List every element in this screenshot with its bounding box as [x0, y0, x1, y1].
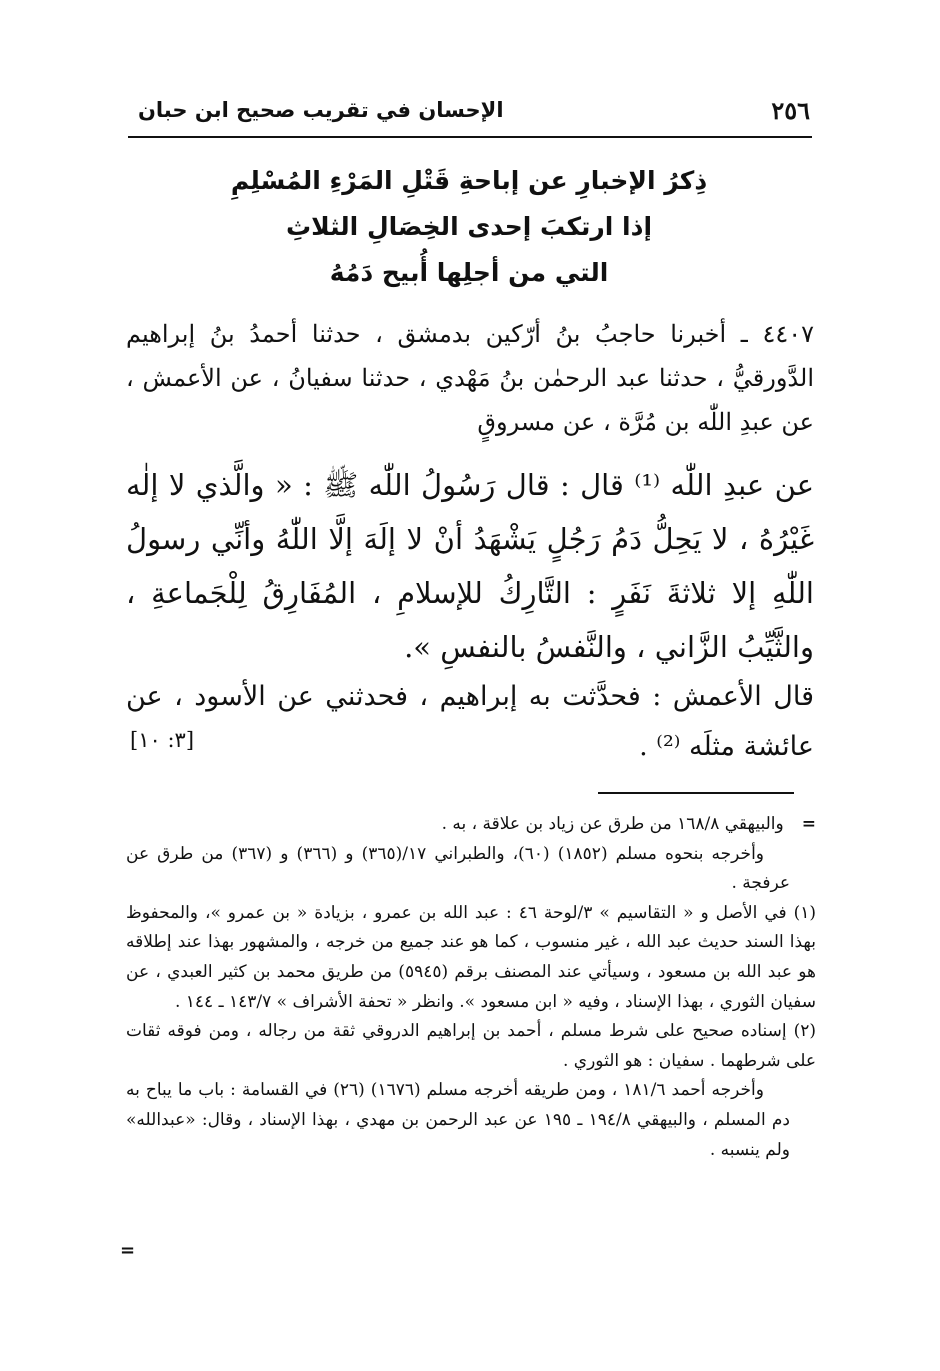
- footnote-text: والبيهقي ١٦٨/٨ من طرق عن زياد بن علاقة ، به .: [441, 814, 784, 834]
- chapter-title-line: إذا ارتكبَ إحدى الخِصَالِ الثلاثِ: [285, 212, 653, 241]
- hadith-athar: قال الأعمش : فحدَّثت به إبراهيم ، فحدثني عن الأسود ، عن عائشة مثلَه ⁽²⁾ .: [126, 681, 814, 762]
- footnote-1: (١) في الأصل و « التقاسيم » ٣/لوحة ٤٦ : عبد الله بن عمرو ، بزيادة « بن عمرو »، والمحفوظ بهذا السند حديث عبد الله ، غير منسوب ، كما هو عند جميع من خرجه ، والمشهور بهذا عند إطلاقه هو عبد الله بن مسعود ، وسيأتي عند المصنف برقم (٥٩٤٥) من طريق محمد بن كثير العبدي ، عن سفيان الثوري ، بهذا الإسناد ، وفيه « ابن مسعود ». وانظر « تحفة الأشراف » ١٤٣/٧ ـ ١٤٤ .: [126, 902, 816, 1012]
- continuation-mark: =: [120, 1240, 136, 1261]
- header-rule: [128, 136, 812, 138]
- footnote-2-continued: وأخرجه أحمد ١٨١/٦ ، ومن طريقه أخرجه مسلم (١٦٧٦) (٢٦) في القسامة : باب ما يباح به دم المسلم ، والبيهقي ١٩٤/٨ ـ ١٩٥ عن عبد الرحمن بن مهدي ، بهذا الإسناد ، وقال: «عبدالله» ولم ينسبه .: [126, 1080, 790, 1160]
- hadith-reference: [٣: ١٠]: [130, 728, 195, 752]
- hadith-isnad: ٤٤٠٧ ـ أخبرنا حاجبُ بنُ أرّكين بدمشق ، حدثنا أحمدُ بنُ إبراهيم الدَّورقيُّ ، حدثنا عبد الرحمٰن بنُ مَهْدي ، حدثنا سفيانُ ، عن الأعمش ، عن عبدِ اللّٰه بن مُرَّة ، عن مسروقٍ: [126, 320, 814, 436]
- chapter-title-line: ذِكرُ الإخبارِ عن إباحةِ قَتْلِ المَرْءِ المُسْلِمِ: [230, 166, 708, 195]
- chapter-title: [128, 158, 810, 296]
- page-number: ٢٥٦: [771, 96, 810, 125]
- footnotes: [126, 810, 816, 1165]
- footnote-carryover: [126, 810, 816, 840]
- footnote-rule: [598, 792, 794, 794]
- running-title: الإحسان في تقريب صحيح ابن حبان: [138, 98, 504, 122]
- carryover-mark: =: [801, 814, 816, 834]
- chapter-title-line: التي من أجلِها أُبيح دَمُهُ: [329, 258, 609, 287]
- footnote-carryover-2: وأخرجه بنحوه مسلم (١٨٥٢) (٦٠)، والطبراني ١٧/(٣٦٥) و (٣٦٦) و (٣٦٧) من طرق عن عرفجة .: [126, 843, 790, 894]
- page-header: [128, 96, 810, 136]
- hadith-matn: عن عبدِ اللّٰه ⁽¹⁾ قال : قال رَسُولُ اللّٰه ﷺ : « والَّذي لا إلٰه غَيْرُهُ ، لا يَحِلُّ دَمُ رَجُلٍ يَشْهَدُ أنْ لا إلَهَ إلَّا اللّٰهُ وأنِّي رسولُ اللّٰهِ إلا ثلاثةَ نَفَرٍ : التَّارِكُ للإسلامِ ، المُفَارِقُ لِلْجَماعةِ ، والثَّيِّبُ الزَّاني ، والنَّفسُ بالنفسِ ».: [126, 468, 814, 664]
- footnote-2: (٢) إسناده صحيح على شرط مسلم ، أحمد بن إبراهيم الدروقي ثقة من رجاله ، ومن فوقه ثقات على شرطهما . سفيان : هو الثوري .: [126, 1021, 816, 1071]
